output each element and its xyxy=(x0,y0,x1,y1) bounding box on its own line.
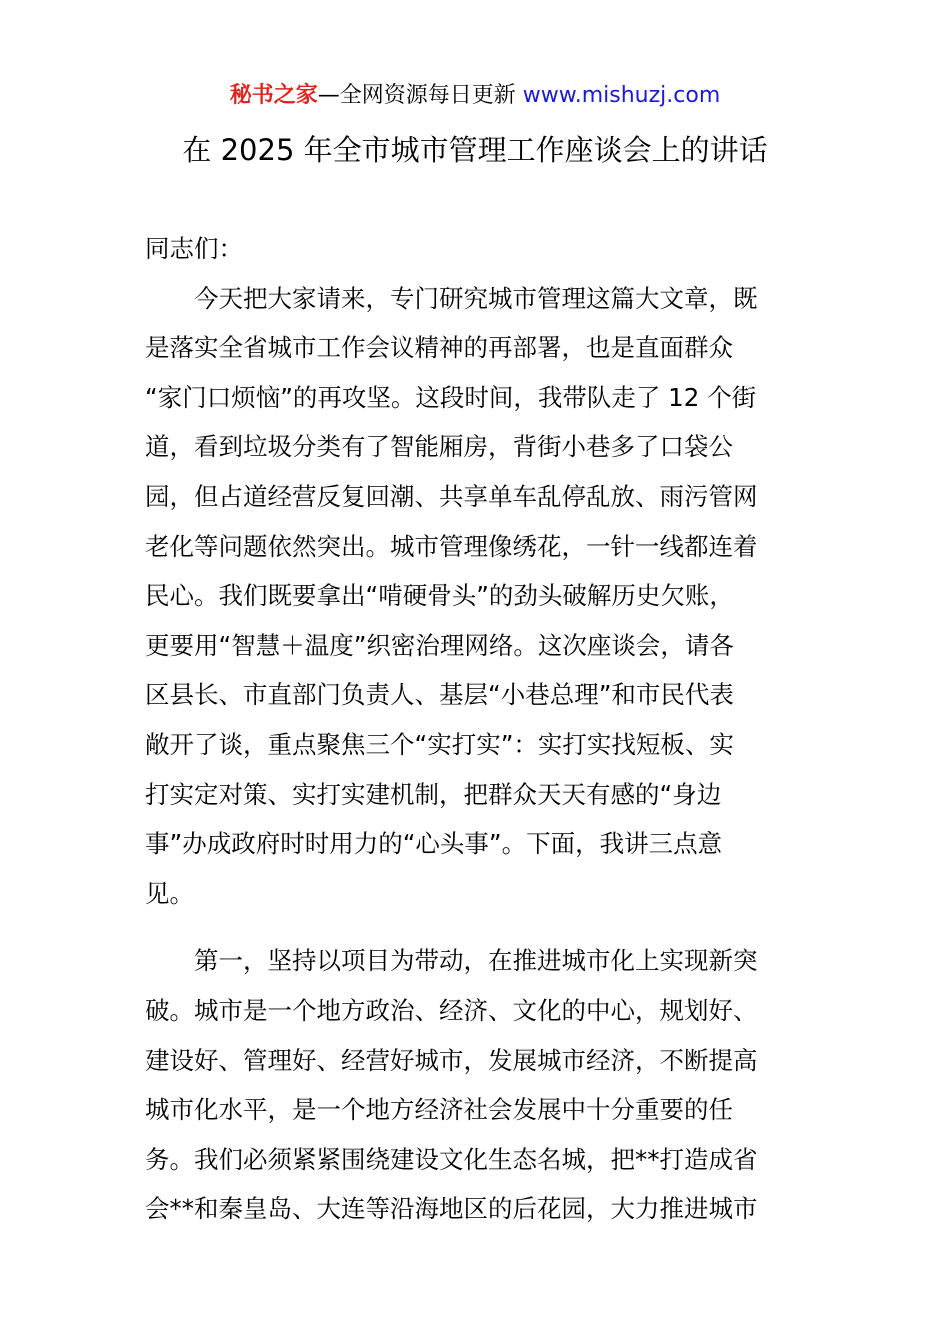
paragraph-line: 务。我们必须紧紧围绕建设文化生态名城，把**打造成省 xyxy=(145,1144,758,1174)
paragraph-line: 破。城市是一个地方政治、经济、文化的中心，规划好、 xyxy=(145,995,758,1025)
paragraph-line: 敞开了谈，重点聚焦三个“实打实”：实打实找短板、实 xyxy=(145,729,734,759)
salutation: 同志们： xyxy=(145,234,243,263)
paragraph-line: 园，但占道经营反复回潮、共享单车乱停乱放、雨污管网 xyxy=(145,481,758,511)
paragraph-line: 道，看到垃圾分类有了智能厢房，背街小巷多了口袋公 xyxy=(145,432,733,462)
paragraph-line: 区县长、市直部门负责人、基层“小巷总理”和市民代表 xyxy=(145,680,734,710)
paragraph-line: 更要用“智慧＋温度”织密治理网络。这次座谈会，请各 xyxy=(145,630,734,660)
site-brand: 秘书之家 xyxy=(229,83,318,108)
site-header xyxy=(0,80,950,112)
paragraph-line: 打实定对策、实打实建机制，把群众天天有感的“身边 xyxy=(145,779,722,809)
paragraph-line: 见。 xyxy=(145,878,194,908)
paragraph-line: 民心。我们既要拿出“啃硬骨头”的劲头破解历史欠账， xyxy=(145,581,734,611)
paragraph-line: 事”办成政府时时用力的“心头事”。下面，我讲三点意 xyxy=(145,829,723,859)
paragraph-line: 会**和秦皇岛、大连等沿海地区的后花园，大力推进城市 xyxy=(145,1194,758,1224)
paragraph-spacer xyxy=(145,918,807,936)
paragraph-line: 是落实全省城市工作会议精神的再部署，也是直面群众 xyxy=(145,333,733,363)
paragraph-line: “家门口烦恼”的再攻坚。这段时间，我带队走了 12 个街 xyxy=(145,382,757,412)
paragraph-line: 建设好、管理好、经营好城市，发展城市经济，不断提高 xyxy=(145,1045,758,1075)
paragraph-line: 城市化水平，是一个地方经济社会发展中十分重要的任 xyxy=(145,1095,733,1125)
paragraph-intro xyxy=(145,274,807,919)
site-url-link[interactable]: www.mishuzj.com xyxy=(522,83,721,108)
document-title: 在 2025 年全市城市管理工作座谈会上的讲话 xyxy=(182,133,768,167)
paragraph-first-point xyxy=(145,936,807,1234)
site-tagline: —全网资源每日更新 xyxy=(317,83,516,108)
document-body xyxy=(145,224,807,1234)
paragraph-line: 老化等问题依然突出。城市管理像绣花，一针一线都连着 xyxy=(145,531,758,561)
paragraph-line: 今天把大家请来，专门研究城市管理这篇大文章，既 xyxy=(194,283,758,313)
paragraph-line: 第一，坚持以项目为带动，在推进城市化上实现新突 xyxy=(194,946,758,976)
